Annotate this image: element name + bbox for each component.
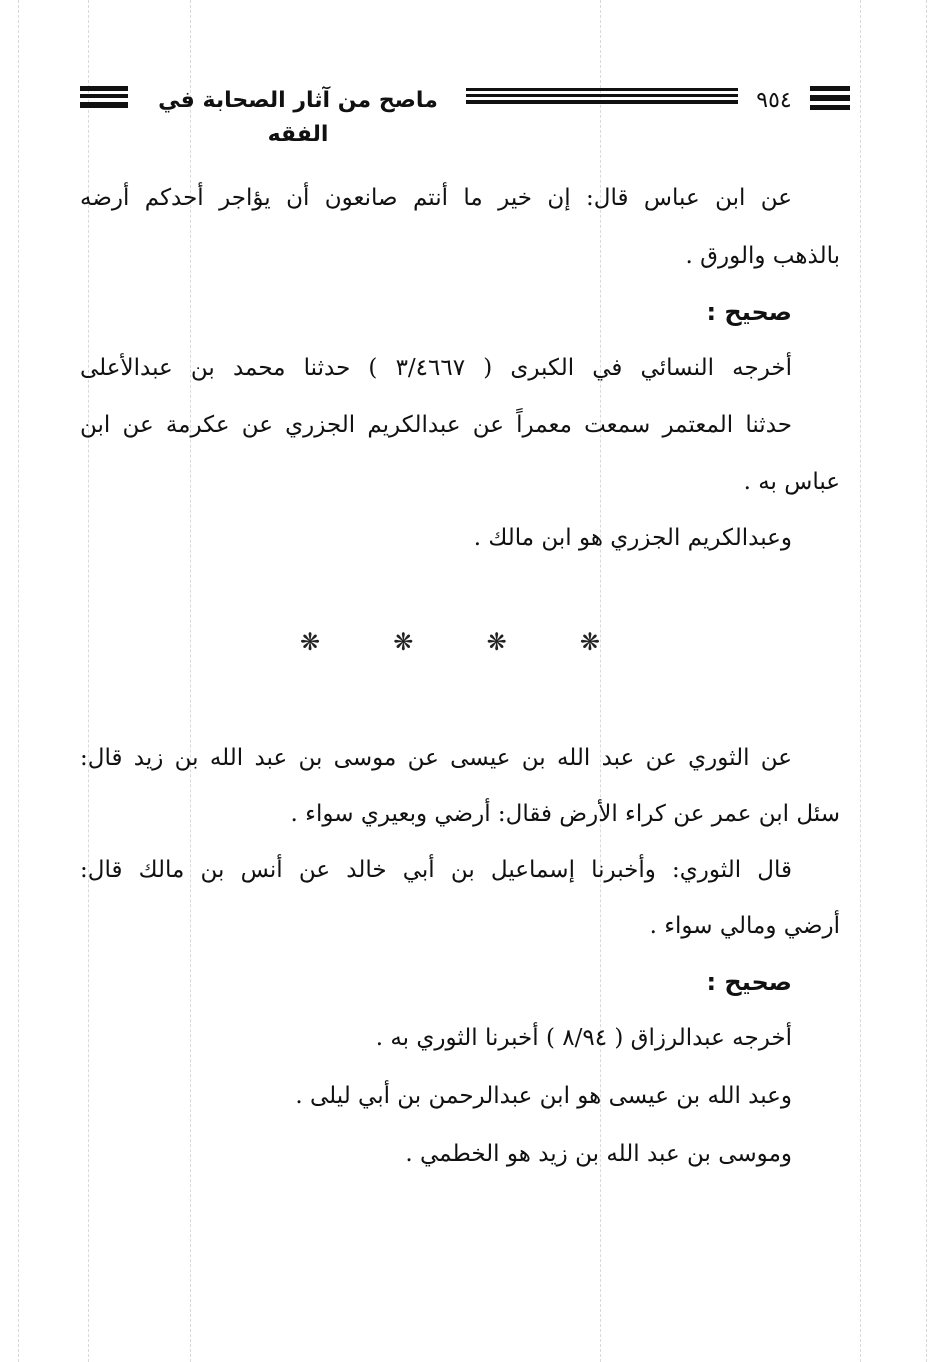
note-line: وعبدالكريم الجزري هو ابن مالك . [473,525,792,551]
narration-line: بالذهب والورق . [685,243,840,269]
takhrij-line: حدثنا المعتمر سمعت معمراً عن عبدالكريم الجزري عن عكرمة عن ابن [80,412,792,438]
note-line: وعبد الله بن عيسى هو ابن عبدالرحمن بن أبي ليلى . [295,1083,792,1109]
note-line: وموسى بن عبد الله بن زيد هو الخطمي . [405,1141,792,1167]
header-rule-right [810,86,850,110]
takhrij-line: أخرجه عبدالرزاق ( ٨/٩٤ ) أخبرنا الثوري به . [375,1025,792,1051]
scan-guide-line [860,0,861,1362]
book-title: ماصح من آثار الصحابة في الفقه [158,88,438,147]
grade-heading: صحيح : [706,298,792,326]
narration-line: عن ابن عباس قال: إن خير ما أنتم صانعون أن يؤاجر أحدكم أرضه [80,185,792,211]
asterism-icon: ❋ [300,628,321,656]
page-number: ٩٥٤ [756,88,792,113]
takhrij-line: أخرجه النسائي في الكبرى ( ٣/٤٦٦٧ ) حدثنا محمد بن عبدالأعلى [80,355,792,381]
grade-heading: صحيح : [706,968,792,996]
narration-line: قال الثوري: وأخبرنا إسماعيل بن أبي خالد عن أنس بن مالك قال: [80,857,792,883]
narration-line: عن الثوري عن عبد الله بن عيسى عن موسى بن عبد الله بن زيد قال: [80,745,792,771]
narration-line: أرضي ومالي سواء . [649,913,840,939]
asterism-icon: ❋ [486,628,507,656]
page-header [80,84,850,147]
asterism-icon: ❋ [579,628,600,656]
scan-guide-line [926,0,927,1362]
scan-guide-line [18,0,19,1362]
narration-line: سئل ابن عمر عن كراء الأرض فقال: أرضي وبعيري سواء . [290,801,840,827]
asterism-icon: ❋ [393,628,414,656]
header-rule-middle [466,88,738,104]
section-separator [300,628,600,658]
takhrij-line: عباس به . [743,469,840,495]
header-rule-left [80,86,128,108]
